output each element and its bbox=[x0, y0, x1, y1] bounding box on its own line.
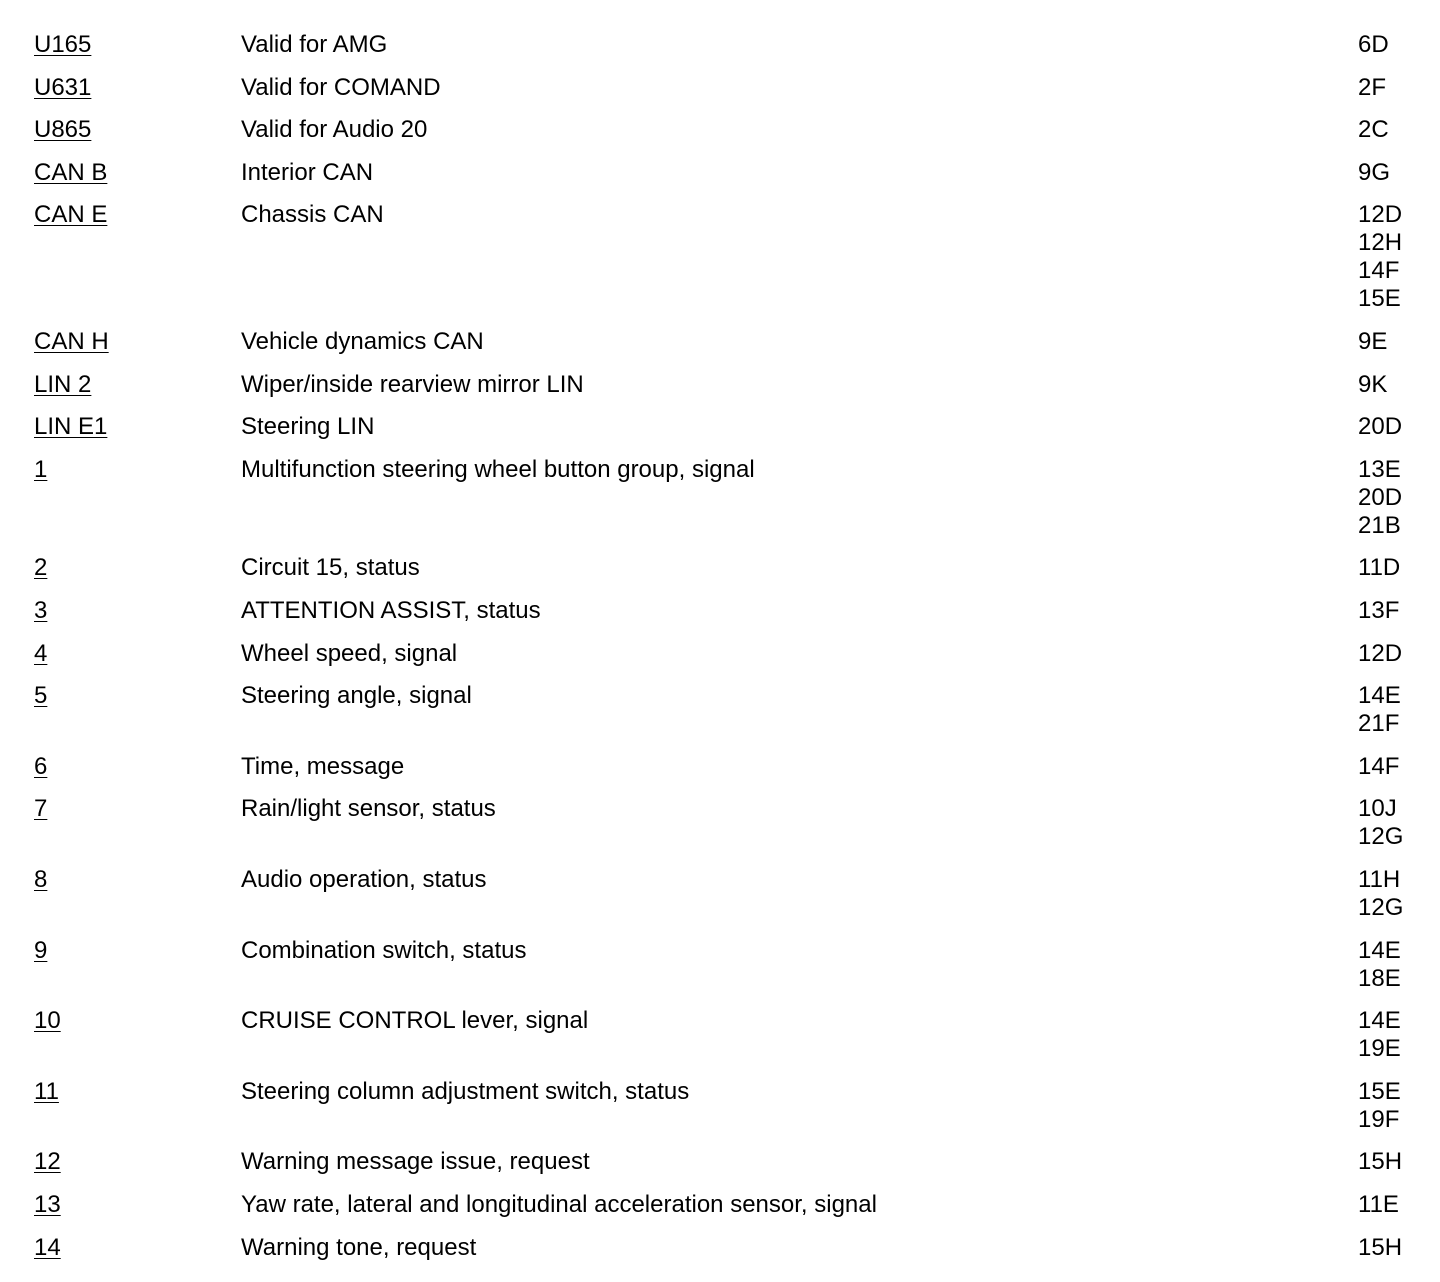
legend-code-link[interactable]: CAN H bbox=[34, 328, 109, 355]
legend-refs bbox=[1358, 682, 1401, 738]
grid-reference: 13F bbox=[1358, 597, 1400, 624]
grid-reference: 11H bbox=[1358, 866, 1401, 893]
legend-code-link[interactable]: 6 bbox=[34, 753, 48, 780]
legend-refs bbox=[1358, 795, 1403, 851]
legend-code-link[interactable]: 7 bbox=[34, 795, 48, 822]
legend-refs bbox=[1358, 328, 1387, 356]
grid-reference: 12H bbox=[1358, 229, 1403, 256]
legend-description: Rain/light sensor, status bbox=[241, 795, 496, 822]
legend-description: Chassis CAN bbox=[241, 201, 384, 228]
grid-reference: 15H bbox=[1358, 1234, 1403, 1261]
legend-refs bbox=[1358, 159, 1390, 187]
legend-code-link[interactable]: CAN B bbox=[34, 159, 108, 186]
grid-reference: 12D bbox=[1358, 640, 1403, 667]
legend-code-link[interactable]: 10 bbox=[34, 1007, 61, 1034]
legend-code-link[interactable]: 8 bbox=[34, 866, 48, 893]
grid-reference: 13E bbox=[1358, 456, 1401, 483]
legend-description: Vehicle dynamics CAN bbox=[241, 328, 484, 355]
legend-refs bbox=[1358, 116, 1389, 144]
legend-refs bbox=[1358, 866, 1403, 922]
legend-description: Steering angle, signal bbox=[241, 682, 472, 709]
legend-refs bbox=[1358, 456, 1402, 540]
legend-code-link[interactable]: 3 bbox=[34, 597, 48, 624]
legend-code-link[interactable]: 14 bbox=[34, 1234, 61, 1261]
legend-description: Yaw rate, lateral and longitudinal acceleration sensor, signal bbox=[241, 1191, 877, 1218]
legend-refs bbox=[1358, 640, 1402, 668]
grid-reference: 15E bbox=[1358, 1078, 1401, 1105]
grid-reference: 11E bbox=[1358, 1191, 1399, 1218]
legend-description: Valid for AMG bbox=[241, 31, 388, 58]
legend-refs bbox=[1358, 31, 1389, 59]
legend-code-link[interactable]: U631 bbox=[34, 74, 92, 101]
grid-reference: 20D bbox=[1358, 484, 1403, 511]
legend-code-link[interactable]: 4 bbox=[34, 640, 48, 667]
grid-reference: 12G bbox=[1358, 894, 1404, 921]
legend-code-link[interactable]: 2 bbox=[34, 554, 48, 581]
legend-description: Interior CAN bbox=[241, 159, 374, 186]
legend-refs bbox=[1358, 1234, 1402, 1262]
grid-reference: 14F bbox=[1358, 753, 1400, 780]
grid-reference: 18E bbox=[1358, 965, 1401, 992]
grid-reference: 10J bbox=[1358, 795, 1397, 822]
legend-description: Combination switch, status bbox=[241, 937, 527, 964]
legend-code-link[interactable]: 12 bbox=[34, 1148, 61, 1175]
grid-reference: 9E bbox=[1358, 328, 1388, 355]
legend-refs bbox=[1358, 371, 1387, 399]
legend-refs bbox=[1358, 753, 1399, 781]
legend-refs bbox=[1358, 1007, 1401, 1063]
legend-refs bbox=[1358, 413, 1402, 441]
grid-reference: 14E bbox=[1358, 682, 1401, 709]
legend-description: Warning message issue, request bbox=[241, 1148, 590, 1175]
grid-reference: 12G bbox=[1358, 823, 1404, 850]
grid-reference: 12D bbox=[1358, 201, 1403, 228]
legend-code-link[interactable]: 11 bbox=[34, 1078, 59, 1105]
grid-reference: 19F bbox=[1358, 1106, 1400, 1133]
legend-description: ATTENTION ASSIST, status bbox=[241, 597, 541, 624]
legend-description: Steering column adjustment switch, status bbox=[241, 1078, 690, 1105]
grid-reference: 14E bbox=[1358, 1007, 1401, 1034]
grid-reference: 2C bbox=[1358, 116, 1389, 143]
legend-refs bbox=[1358, 1078, 1401, 1134]
legend-refs bbox=[1358, 937, 1401, 993]
legend-description: Wiper/inside rearview mirror LIN bbox=[241, 371, 584, 398]
grid-reference: 11D bbox=[1358, 554, 1401, 581]
legend-code-link[interactable]: 13 bbox=[34, 1191, 61, 1218]
grid-reference: 19E bbox=[1358, 1035, 1401, 1062]
legend-code-link[interactable]: LIN E1 bbox=[34, 413, 108, 440]
legend-description: Time, message bbox=[241, 753, 405, 780]
legend-code-link[interactable]: LIN 2 bbox=[34, 371, 92, 398]
legend-description: Multifunction steering wheel button group, signal bbox=[241, 456, 755, 483]
legend-code-link[interactable]: 1 bbox=[34, 456, 48, 483]
legend-description: Warning tone, request bbox=[241, 1234, 477, 1261]
legend-description: Steering LIN bbox=[241, 413, 375, 440]
legend-code-link[interactable]: 9 bbox=[34, 937, 48, 964]
grid-reference: 14E bbox=[1358, 937, 1401, 964]
grid-reference: 9G bbox=[1358, 159, 1391, 186]
legend-refs bbox=[1358, 201, 1402, 313]
grid-reference: 2F bbox=[1358, 74, 1387, 101]
grid-reference: 20D bbox=[1358, 413, 1403, 440]
legend-description: CRUISE CONTROL lever, signal bbox=[241, 1007, 589, 1034]
legend-description: Circuit 15, status bbox=[241, 554, 420, 581]
grid-reference: 14F bbox=[1358, 257, 1400, 284]
legend-description: Valid for Audio 20 bbox=[241, 116, 428, 143]
legend-code-link[interactable]: CAN E bbox=[34, 201, 108, 228]
grid-reference: 6D bbox=[1358, 31, 1389, 58]
grid-reference: 15H bbox=[1358, 1148, 1403, 1175]
legend-code-link[interactable]: U165 bbox=[34, 31, 92, 58]
legend-refs bbox=[1358, 1191, 1399, 1219]
grid-reference: 21F bbox=[1358, 710, 1400, 737]
legend-description: Audio operation, status bbox=[241, 866, 487, 893]
legend-code-link[interactable]: U865 bbox=[34, 116, 92, 143]
grid-reference: 15E bbox=[1358, 285, 1401, 312]
legend-description: Wheel speed, signal bbox=[241, 640, 458, 667]
legend-refs bbox=[1358, 554, 1400, 582]
legend-refs bbox=[1358, 1148, 1402, 1176]
grid-reference: 21B bbox=[1358, 512, 1401, 539]
legend-refs bbox=[1358, 74, 1386, 102]
grid-reference: 9K bbox=[1358, 371, 1388, 398]
legend-refs bbox=[1358, 597, 1399, 625]
legend-description: Valid for COMAND bbox=[241, 74, 441, 101]
legend-code-link[interactable]: 5 bbox=[34, 682, 48, 709]
